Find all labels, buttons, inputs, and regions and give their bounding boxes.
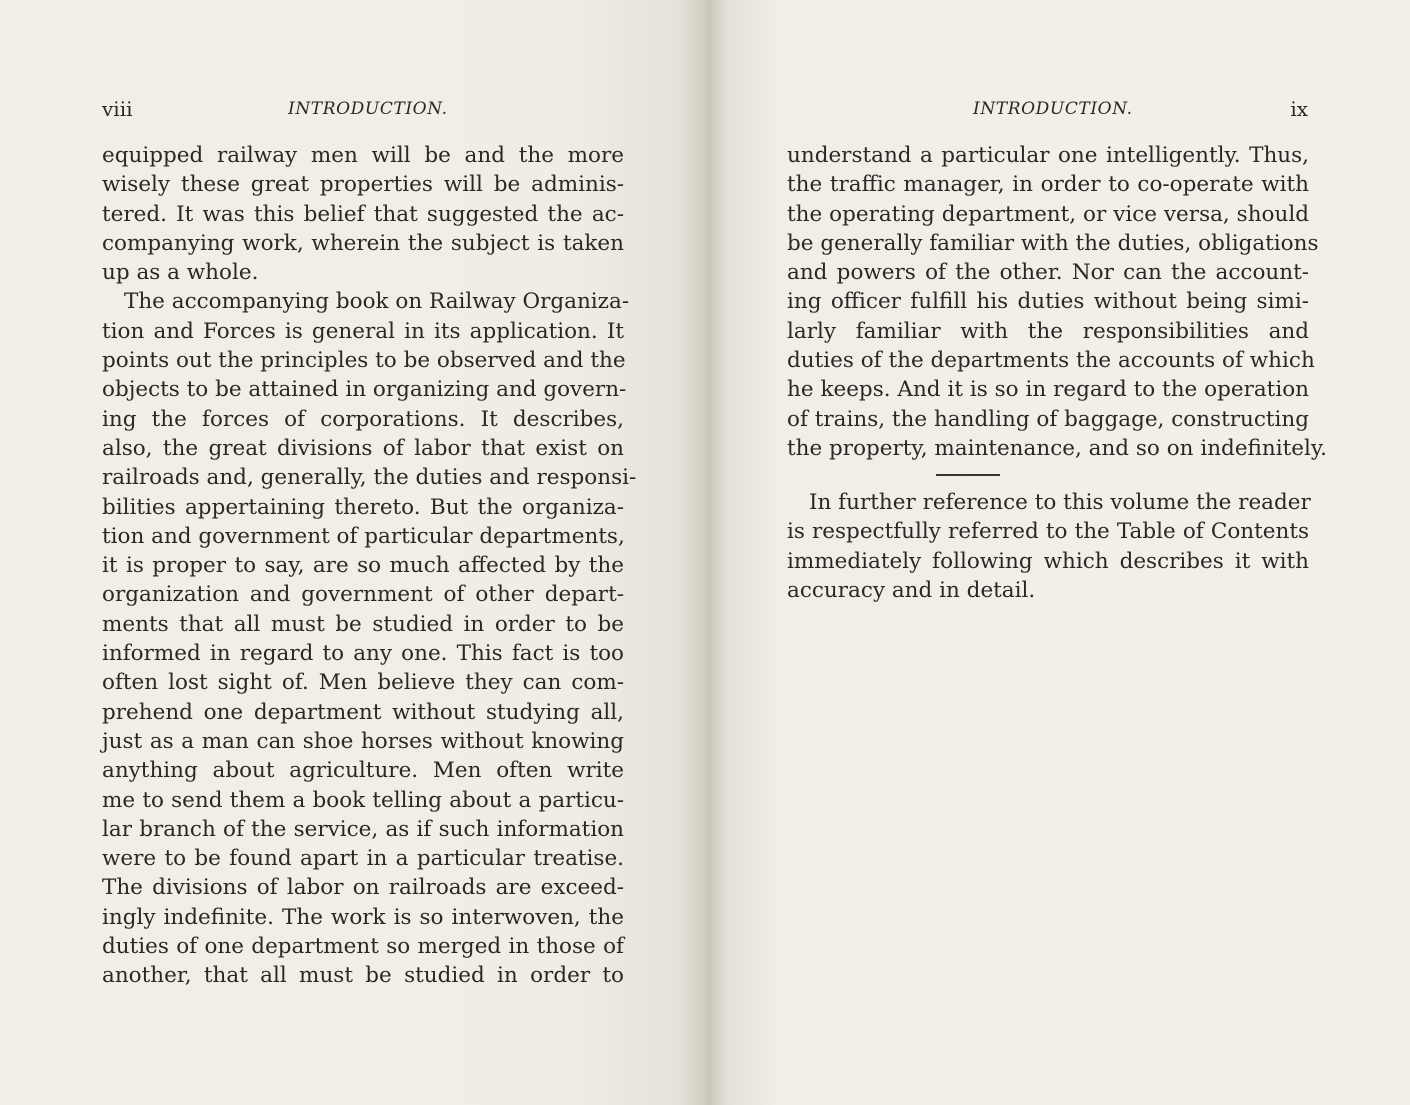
text-line: lar branch of the service, as if such information bbox=[102, 816, 624, 842]
text-line: immediately following which describes it with bbox=[787, 548, 1309, 574]
text-line: companying work, wherein the subject is taken bbox=[102, 230, 624, 256]
text-line: In further reference to this volume the reader bbox=[809, 490, 1311, 515]
right-running-head bbox=[787, 96, 1308, 122]
text-line: of trains, the handling of baggage, constructing bbox=[787, 406, 1310, 432]
text-line: ing officer fulfill his duties without being simi- bbox=[787, 289, 1309, 315]
text-line: tered. It was this belief that suggested the ac- bbox=[102, 201, 624, 227]
text-line: railroads and, generally, the duties and responsi- bbox=[102, 465, 637, 491]
text-line: The accompanying book on Railway Organiza- bbox=[124, 289, 630, 315]
text-line: up as a whole. bbox=[102, 260, 259, 286]
text-line: tion and Forces is general in its application. It bbox=[102, 318, 624, 344]
text-line: ingly indefinite. The work is so interwoven, the bbox=[102, 904, 624, 930]
left-running-head bbox=[102, 96, 623, 122]
text-line: ing the forces of corporations. It describes, bbox=[102, 406, 624, 432]
page-number: ix bbox=[1290, 97, 1308, 121]
text-line: me to send them a book telling about a particu- bbox=[102, 787, 624, 813]
closing-paragraph bbox=[787, 488, 1309, 605]
text-line: be generally familiar with the duties, obligations bbox=[787, 230, 1319, 256]
text-line: just as a man can shoe horses without knowing bbox=[102, 728, 624, 754]
text-line: accuracy and in detail. bbox=[787, 577, 1036, 603]
text-line: anything about agriculture. Men often write bbox=[102, 758, 624, 784]
text-line: is respectfully referred to the Table of Contents bbox=[787, 519, 1309, 545]
text-line: points out the principles to be observed and the bbox=[102, 348, 626, 374]
text-line: the traffic manager, in order to co-operate with bbox=[787, 172, 1309, 198]
text-line: were to be found apart in a particular treatise. bbox=[102, 846, 624, 872]
text-line: tion and government of particular departments, bbox=[102, 523, 625, 549]
text-line: also, the great divisions of labor that exist on bbox=[102, 435, 624, 461]
right-body-text bbox=[787, 141, 1327, 463]
text-line: ments that all must be studied in order to be bbox=[102, 611, 624, 637]
page-number: viii bbox=[102, 97, 133, 121]
text-line: the operating department, or vice versa, should bbox=[787, 201, 1309, 227]
text-line: duties of the departments the accounts of which bbox=[787, 348, 1315, 374]
text-line: equipped railway men will be and the more bbox=[102, 143, 624, 168]
text-line: duties of one department so merged in those of bbox=[102, 934, 624, 960]
text-line: informed in regard to any one. This fact is too bbox=[102, 641, 624, 667]
text-line: prehend one department without studying all, bbox=[102, 699, 624, 725]
running-head-title: INTRODUCTION. bbox=[973, 99, 1133, 119]
right-page bbox=[707, 0, 1410, 1105]
text-line: often lost sight of. Men believe they can com- bbox=[102, 670, 624, 696]
text-line: objects to be attained in organizing and govern- bbox=[102, 377, 627, 403]
text-line: and powers of the other. Nor can the account- bbox=[787, 260, 1309, 286]
left-body-text bbox=[102, 141, 637, 991]
text-line: bilities appertaining thereto. But the organiza- bbox=[102, 494, 624, 520]
text-line: larly familiar with the responsibilities and bbox=[787, 318, 1309, 344]
text-line: organization and government of other depart- bbox=[102, 582, 624, 608]
text-line: wisely these great properties will be adminis- bbox=[102, 172, 624, 198]
text-line: understand a particular one intelligently. Thus, bbox=[787, 143, 1309, 168]
text-line: the property, maintenance, and so on indefinitely. bbox=[787, 435, 1327, 461]
text-line: it is proper to say, are so much affected by the bbox=[102, 553, 624, 579]
text-line: he keeps. And it is so in regard to the operation bbox=[787, 377, 1309, 403]
text-line: The divisions of labor on railroads are exceed- bbox=[102, 875, 624, 901]
text-line: another, that all must be studied in order to bbox=[102, 963, 624, 989]
running-head-title: INTRODUCTION. bbox=[288, 99, 448, 119]
section-divider-rule bbox=[936, 474, 1000, 476]
